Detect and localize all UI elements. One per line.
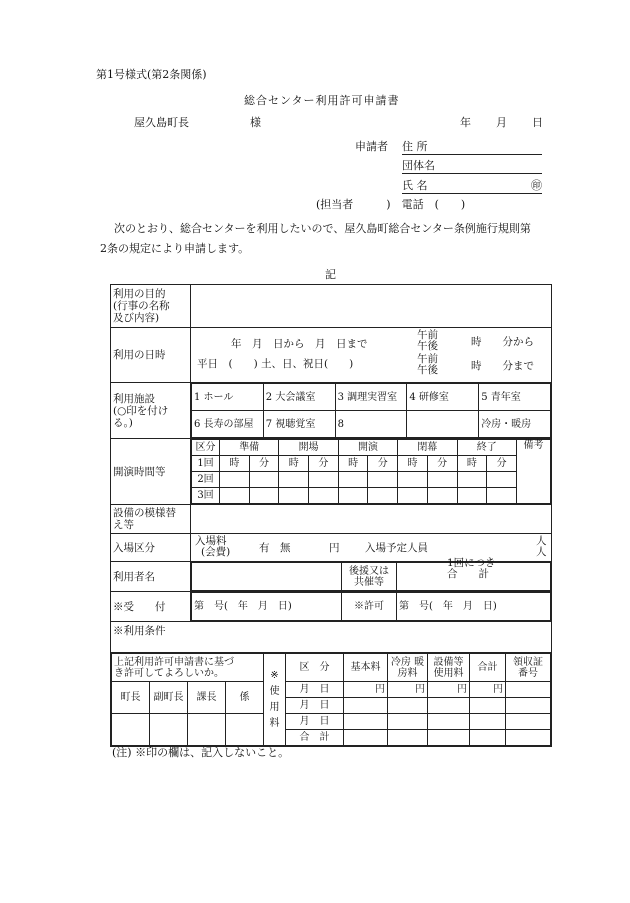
fee-cell[interactable] xyxy=(506,714,551,730)
fee-cell[interactable] xyxy=(428,730,470,746)
fee-cell[interactable] xyxy=(344,698,388,714)
datetime-label: 利用の日時 xyxy=(111,328,191,383)
fee-cell[interactable] xyxy=(470,714,506,730)
schedule-cell[interactable] xyxy=(487,472,517,488)
facility-label: 利用施設 (○印を付け る。) xyxy=(111,383,191,439)
ampm-start: 午前 午後 xyxy=(417,329,438,352)
user-label: 利用者名 xyxy=(111,562,191,592)
fee-cell[interactable] xyxy=(428,698,470,714)
fee-cell[interactable]: 円 xyxy=(470,682,506,698)
attendance-per: 1回につき 合 計 xyxy=(447,557,496,580)
schedule-cell[interactable]: 分 xyxy=(487,456,517,472)
receipt-number[interactable]: 第 号( 年 月 日) xyxy=(192,593,342,621)
permit-label: ※許可 xyxy=(342,593,397,621)
schedule-header: 終了 xyxy=(457,440,517,456)
date-day: 日 xyxy=(532,116,543,129)
fee-header: 設備等 使用料 xyxy=(428,654,470,682)
facility-item[interactable]: 7 視聴覚室 xyxy=(263,411,335,438)
schedule-header: 閉幕 xyxy=(398,440,457,456)
equipment-row xyxy=(111,505,552,534)
applicant-name-field[interactable] xyxy=(402,177,542,194)
fee-header: 冷房 暖房料 xyxy=(388,654,428,682)
fee-side-label: ※ 使 用 料 xyxy=(264,654,286,746)
schedule-row-label: 1回 xyxy=(192,456,220,472)
schedule-cell[interactable] xyxy=(220,488,250,504)
attendance-unit: 人 人 xyxy=(536,535,547,558)
schedule-cell[interactable] xyxy=(398,488,428,504)
schedule-header-remarks: 備考 xyxy=(517,440,551,504)
schedule-cell[interactable] xyxy=(249,488,279,504)
addressee-honorific: 様 xyxy=(250,116,261,129)
fee-cell[interactable] xyxy=(506,730,551,746)
applicant-name-label: 氏 名 xyxy=(402,179,428,192)
intro-text-1: 次のとおり、総合センターを利用したいので、屋久島町総合センター条例施行規則第 xyxy=(114,222,531,235)
seal-mark: ㊞ xyxy=(531,179,542,192)
schedule-cell[interactable]: 分 xyxy=(368,456,398,472)
form-number: 第1号様式(第2条関係) xyxy=(96,68,207,81)
datetime-daytype: 平日 ( ) 土、日、祝日( ) xyxy=(197,358,354,370)
facility-item[interactable]: 3 調理実習室 xyxy=(335,384,407,411)
addressee-name: 屋久島町長 xyxy=(134,116,189,129)
fee-cell[interactable]: 円 xyxy=(344,682,388,698)
facility-item[interactable]: 1 ホール xyxy=(192,384,264,411)
schedule-cell[interactable]: 分 xyxy=(249,456,279,472)
user-grid xyxy=(191,562,552,592)
schedule-header: 開演 xyxy=(338,440,397,456)
fee-header: 区 分 xyxy=(286,654,344,682)
fee-cell[interactable] xyxy=(470,730,506,746)
schedule-cell[interactable] xyxy=(338,472,368,488)
form-title: 総合センター利用許可申請書 xyxy=(244,94,400,107)
stamp-box[interactable] xyxy=(226,714,264,746)
purpose-field[interactable] xyxy=(191,285,552,328)
fee-header: 合計 xyxy=(470,654,506,682)
intro-text-2: 2条の規定により申請します。 xyxy=(100,242,250,255)
time-start: 時 分から xyxy=(471,336,534,348)
expected-attendance-label: 入場予定人員 xyxy=(365,542,428,554)
datetime-row xyxy=(111,328,552,383)
schedule-cell[interactable] xyxy=(338,488,368,504)
schedule-header: 区分 xyxy=(192,440,220,456)
fee-row-label: 月 日 xyxy=(286,698,344,714)
footnote: (注) ※印の欄は、記入しないこと。 xyxy=(112,746,290,759)
schedule-cell[interactable] xyxy=(398,472,428,488)
applicant-address-label: 住 所 xyxy=(402,140,428,153)
role-deputy-mayor: 副町長 xyxy=(150,682,188,714)
date-year: 年 xyxy=(460,116,471,129)
conditions-label: ※利用条件 xyxy=(111,622,552,653)
schedule-cell[interactable] xyxy=(309,472,339,488)
schedule-cell[interactable]: 時 xyxy=(398,456,428,472)
fee-cell[interactable] xyxy=(506,682,551,698)
admission-label: 入場区分 xyxy=(111,534,191,562)
fee-cell[interactable] xyxy=(388,730,428,746)
admission-yen: 円 xyxy=(329,542,340,554)
schedule-cell[interactable]: 時 xyxy=(220,456,250,472)
fee-header: 領収証 番号 xyxy=(506,654,551,682)
facility-item[interactable]: 5 青年室 xyxy=(479,384,551,411)
facility-item[interactable]: 8 xyxy=(335,411,407,438)
stamp-box[interactable] xyxy=(150,714,188,746)
schedule-cell[interactable] xyxy=(249,472,279,488)
applicant-group-label: 団体名 xyxy=(402,159,435,172)
schedule-cell[interactable] xyxy=(368,472,398,488)
schedule-cell[interactable]: 分 xyxy=(309,456,339,472)
fee-cell[interactable] xyxy=(506,698,551,714)
schedule-cell[interactable] xyxy=(457,472,487,488)
applicant-group-field[interactable] xyxy=(402,157,542,174)
fee-row-label: 月 日 xyxy=(286,682,344,698)
schedule-cell[interactable] xyxy=(368,488,398,504)
schedule-cell[interactable]: 分 xyxy=(427,456,457,472)
datetime-field[interactable] xyxy=(191,328,552,383)
conditions-row xyxy=(111,622,552,653)
fee-cell[interactable]: 円 xyxy=(428,682,470,698)
user-name-field[interactable] xyxy=(192,563,342,591)
schedule-cell[interactable] xyxy=(220,472,250,488)
schedule-cell[interactable]: 時 xyxy=(457,456,487,472)
schedule-grid xyxy=(191,439,552,505)
schedule-cell[interactable] xyxy=(279,488,309,504)
equipment-field[interactable] xyxy=(191,505,552,534)
role-staff: 係 xyxy=(226,682,264,714)
schedule-row-label: 3回 xyxy=(192,488,220,504)
schedule-header: 準備 xyxy=(220,440,279,456)
fee-cell[interactable] xyxy=(428,714,470,730)
facility-item[interactable]: 4 研修室 xyxy=(407,384,479,411)
ki-heading: 記 xyxy=(325,268,336,281)
purpose-row xyxy=(111,285,552,328)
purpose-label: 利用の目的 (行事の名称 及び内容) xyxy=(111,285,191,328)
equipment-label: 設備の模様替 え等 xyxy=(111,505,191,534)
schedule-row xyxy=(111,439,552,505)
schedule-row-label: 2回 xyxy=(192,472,220,488)
time-end: 時 分まで xyxy=(471,360,534,372)
fee-cell[interactable] xyxy=(470,698,506,714)
approval-row xyxy=(111,653,552,747)
role-section-chief: 課長 xyxy=(188,682,226,714)
application-form-table xyxy=(110,284,552,747)
fee-cell[interactable]: 円 xyxy=(388,682,428,698)
receipt-label: ※受 付 xyxy=(111,592,191,622)
schedule-cell[interactable] xyxy=(457,488,487,504)
permit-number[interactable]: 第 号( 年 月 日) xyxy=(397,593,551,621)
schedule-cell[interactable] xyxy=(427,472,457,488)
fee-row-label: 月 日 xyxy=(286,714,344,730)
fee-header: 基本料 xyxy=(344,654,388,682)
fee-cell[interactable] xyxy=(388,698,428,714)
contact-line: (担当者 ) 電話 ( ) xyxy=(316,198,466,211)
receipt-grid xyxy=(191,592,552,622)
schedule-cell[interactable] xyxy=(309,488,339,504)
facility-item[interactable]: 冷房・暖房 xyxy=(479,411,551,438)
facility-blank[interactable] xyxy=(407,411,479,438)
role-town-mayor: 町長 xyxy=(112,682,150,714)
support-label: 後援又は 共催等 xyxy=(342,563,397,591)
date-month: 月 xyxy=(496,116,507,129)
datetime-range: 年 月 日から 月 日まで xyxy=(231,338,368,350)
applicant-address-field[interactable] xyxy=(402,138,542,155)
ampm-end: 午前 午後 xyxy=(417,353,438,376)
approval-text: 上記利用許可申請書に基づ き許可してよろしいか。 xyxy=(112,654,264,682)
schedule-label: 開演時間等 xyxy=(111,439,191,505)
admission-row xyxy=(111,534,552,562)
schedule-header: 開場 xyxy=(279,440,338,456)
facility-item[interactable]: 6 長寿の部屋 xyxy=(192,411,264,438)
facility-row xyxy=(111,383,552,439)
stamp-box[interactable] xyxy=(188,714,226,746)
schedule-cell[interactable]: 時 xyxy=(338,456,368,472)
schedule-cell[interactable] xyxy=(487,488,517,504)
schedule-cell[interactable]: 時 xyxy=(279,456,309,472)
approval-grid xyxy=(111,653,552,747)
fee-row-label: 合 計 xyxy=(286,730,344,746)
fee-cell[interactable] xyxy=(388,714,428,730)
admission-yesno[interactable]: 有 無 xyxy=(259,542,291,554)
admission-fee-label: 入場料 (会費) xyxy=(195,535,231,558)
schedule-cell[interactable] xyxy=(279,472,309,488)
fee-cell[interactable] xyxy=(344,714,388,730)
facility-item[interactable]: 2 大会議室 xyxy=(263,384,335,411)
facility-grid xyxy=(191,383,552,439)
schedule-cell[interactable] xyxy=(427,488,457,504)
stamp-box[interactable] xyxy=(112,714,150,746)
applicant-label: 申請者 xyxy=(355,140,388,153)
fee-cell[interactable] xyxy=(344,730,388,746)
